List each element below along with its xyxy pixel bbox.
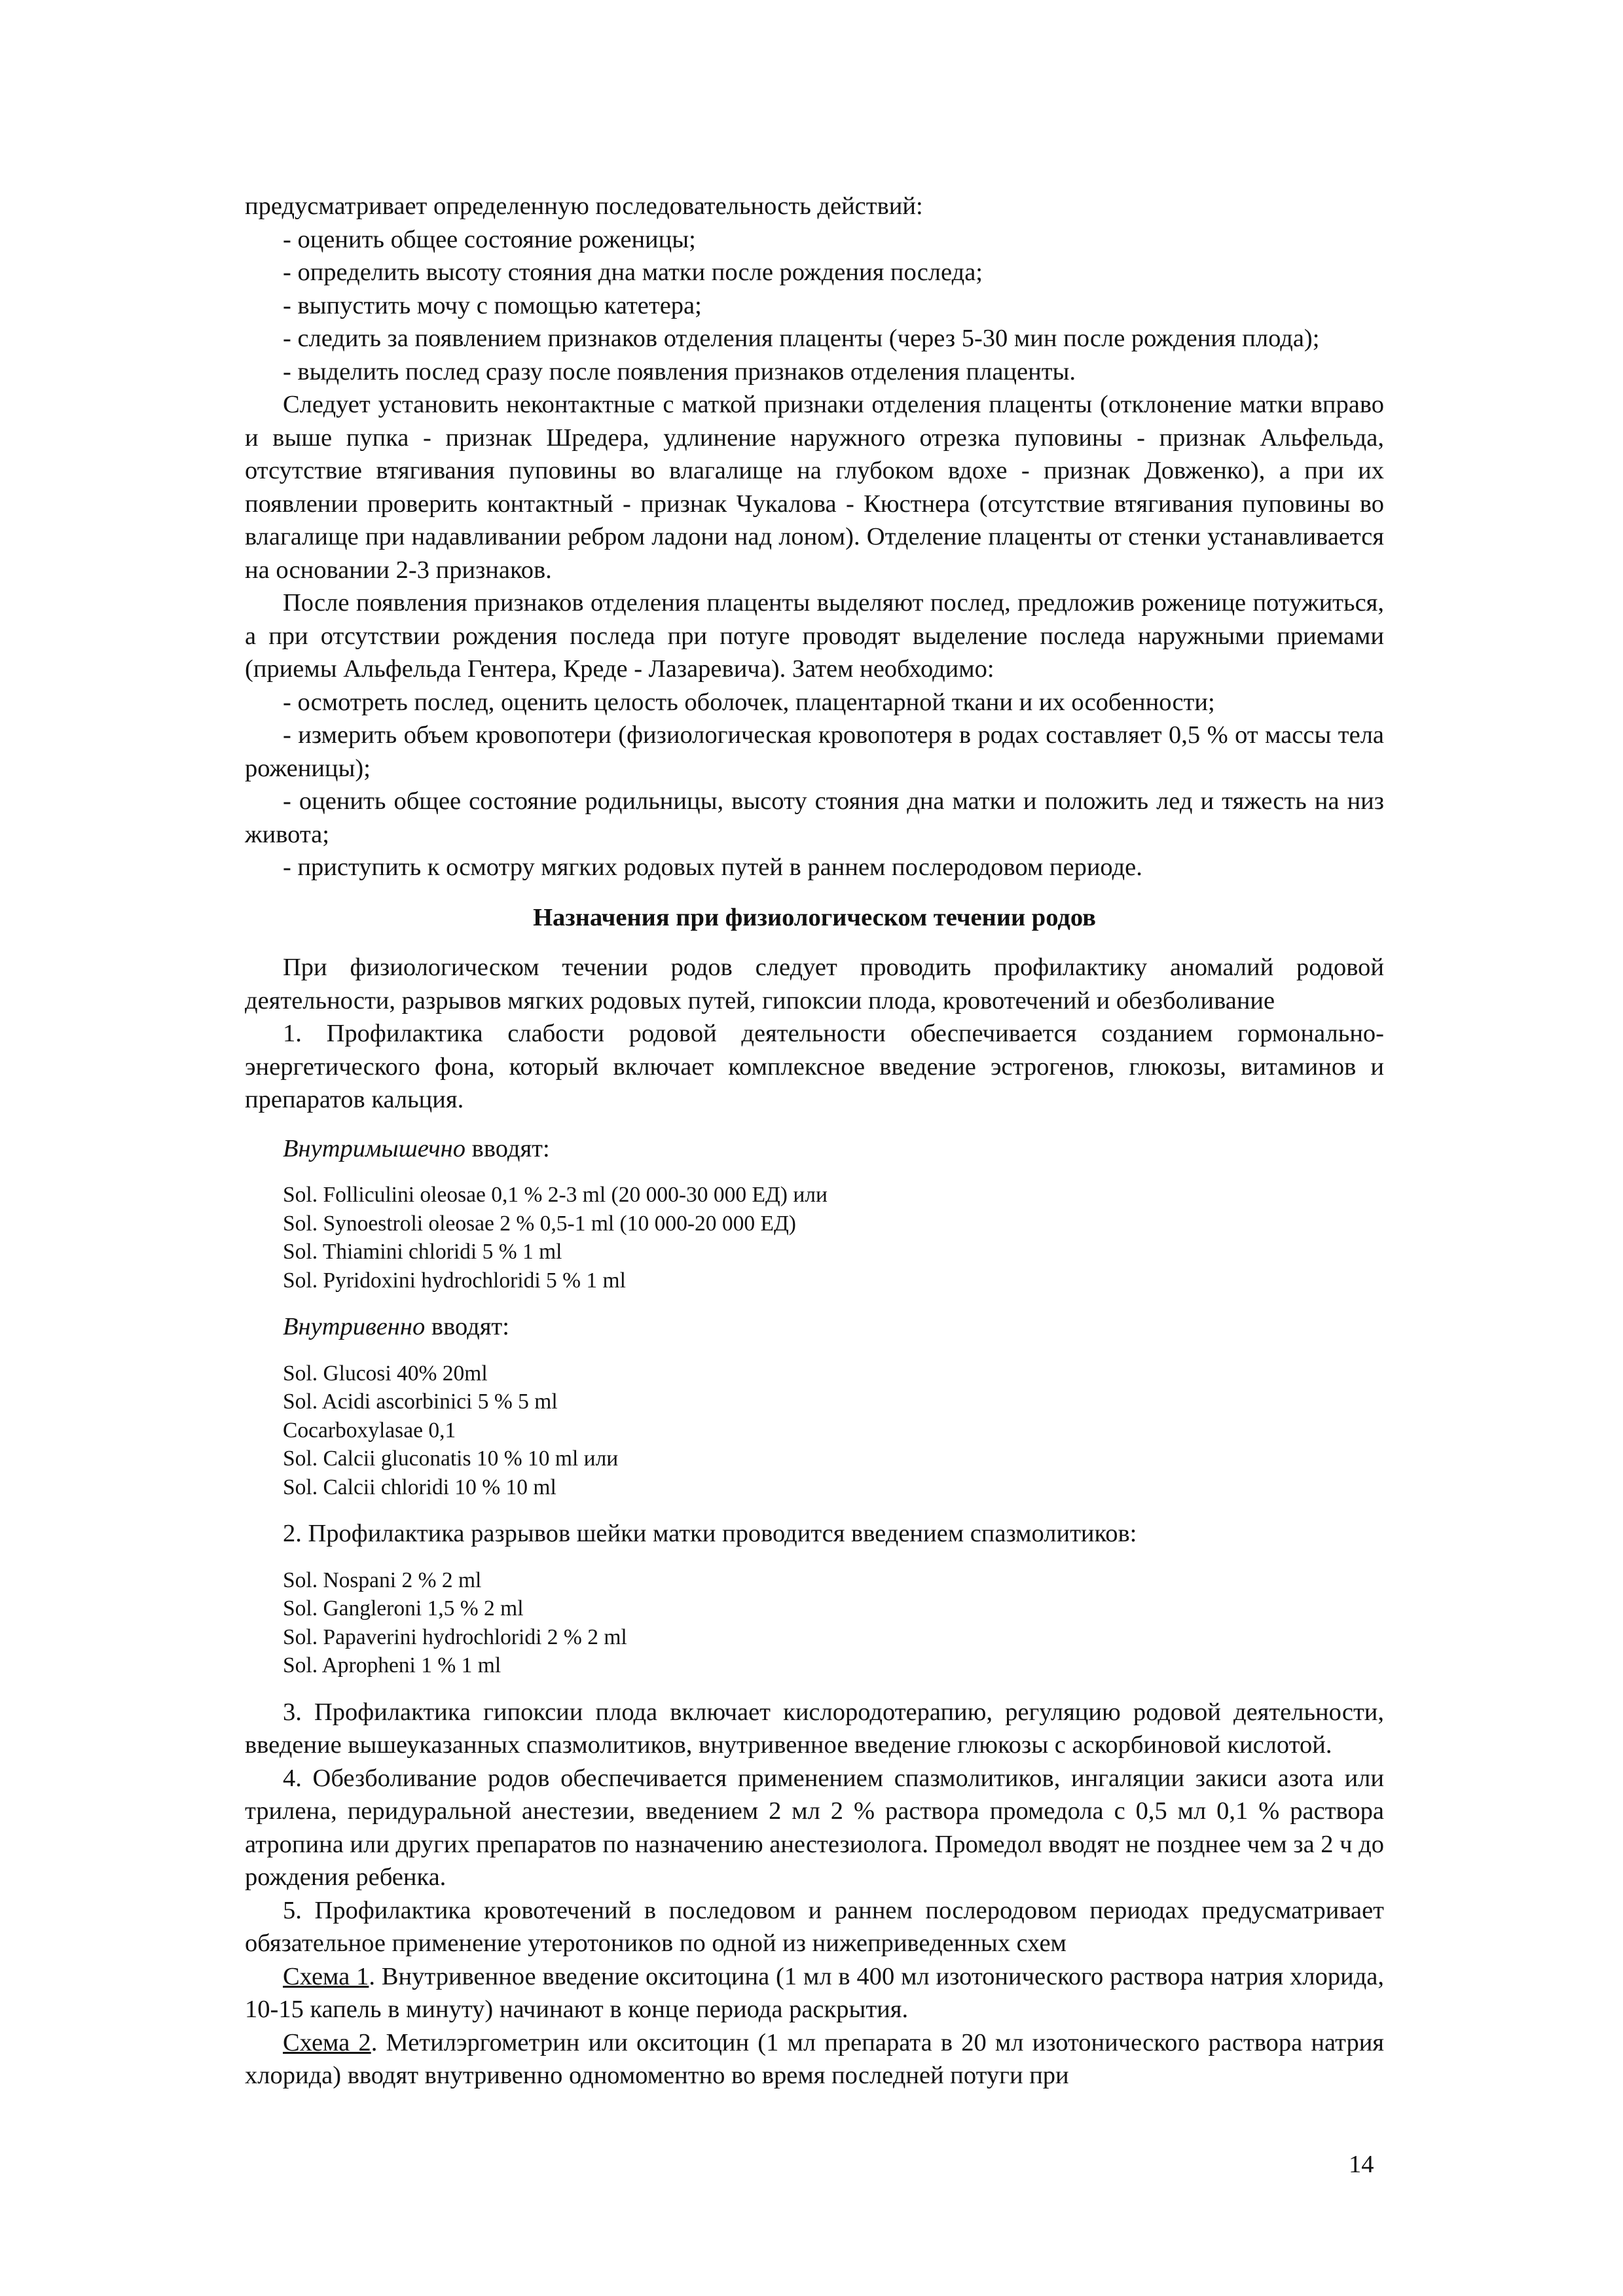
intro-step: - определить высоту стояния дна матки после рождения последа;	[283, 259, 983, 286]
intro-step: - выпустить мочу с помощью катетера;	[283, 291, 702, 319]
section-heading: Назначения при физиологическом течении родов	[533, 903, 1096, 931]
page-number: 14	[1349, 2151, 1374, 2178]
drug-line: Sol. Calcii chloridi 10 % 10 ml	[283, 1475, 556, 1499]
intramuscular-label-italic: Внутримышечно	[283, 1134, 466, 1162]
intravenous-label-italic: Внутривенно	[283, 1313, 426, 1340]
intramuscular-label-rest: вводят:	[465, 1134, 550, 1162]
item-4: 4. Обезболивание родов обеспечивается применением спазмолитиков, ингаляции закиси азота или трилена, перидуральной анестезии, введением 2 мл 2 % раствора промедола с 0,5 мл 0,1 % раствора атропина или других препаратов по назначению анестезиолога. Промедол вводят не позднее чем за 2 ч до рождения ребенка.	[245, 1764, 1384, 1891]
scheme-1-label: Схема 1	[283, 1962, 369, 1990]
drug-line: Sol. Acidi ascorbinici 5 % 5 ml	[283, 1390, 558, 1414]
drug-line: Sol. Thiamini chloridi 5 % 1 ml	[283, 1240, 562, 1264]
intravenous-label-rest: вводят:	[425, 1313, 509, 1340]
after-step: - приступить к осмотру мягких родовых путей в раннем послеродовом периоде.	[283, 853, 1142, 881]
drug-line: Sol. Calcii gluconatis 10 % 10 ml или	[283, 1446, 619, 1471]
scheme-2	[245, 2026, 1384, 2092]
drug-line: Sol. Gangleroni 1,5 % 2 ml	[283, 1596, 524, 1621]
drug-line: Sol. Synoestroli oleosae 2 % 0,5-1 ml (10 000-20 000 ЕД)	[283, 1211, 796, 1236]
after-step: - осмотреть послед, оценить целость оболочек, плацентарной ткани и их особенности;	[283, 688, 1215, 716]
drug-line: Sol. Pyridoxini hydrochloridi 5 % 1 ml	[283, 1268, 626, 1293]
after-step: - измерить объем кровопотери (физиологическая кровопотеря в родах составляет 0,5 % от массы тела роженицы);	[245, 721, 1384, 782]
item-1: 1. Профилактика слабости родовой деятельности обеспечивается созданием гормонально-энергетического фона, который включает комплексное введение эстрогенов, глюкозы, витаминов и препаратов кальция.	[245, 1020, 1384, 1113]
scheme-2-text: . Метилэргометрин или окситоцин (1 мл препарата в 20 мл изотонического раствора натрия хлорида) вводят внутривенно одномоментно во время последней потуги при	[245, 2028, 1385, 2089]
intramuscular-label	[283, 1132, 1384, 1166]
drug-line: Sol. Apropheni 1 % 1 ml	[283, 1653, 501, 1677]
intravenous-label	[283, 1310, 1384, 1344]
intro-step: - выделить послед сразу после появления признаков отделения плаценты.	[283, 357, 1076, 386]
intro-step: - следить за появлением признаков отделения плаценты (через 5-30 мин после рождения плода);	[283, 325, 1320, 352]
drug-line: Sol. Glucosi 40% 20ml	[283, 1361, 488, 1386]
drug-line: Sol. Papaverini hydrochloridi 2 % 2 ml	[283, 1624, 627, 1649]
intro-lead: предусматривает определенную последовательность действий:	[245, 192, 923, 220]
spasmolytic-drug-list	[283, 1566, 1384, 1680]
drug-line: Cocarboxylasae 0,1	[283, 1418, 456, 1443]
placenta-signs-paragraph: Следует установить неконтактные с маткой признаки отделения плаценты (отклонение матки вправо и выше пупка - признак Шредера, удлинение наружного отрезка пуповины - признак Альфельда, отсутствие втягивания пуповины во влагалище на глубоком вдохе - признак Довженко), а при их появлении проверить контактный - признак Чукалова - Кюстнера (отсутствие втягивания пуповины во влагалище при надавливании ребром ладони над лоном). Отделение плаценты от стенки устанавливается на основании 2-3 признаков.	[245, 391, 1384, 584]
scheme-1-text: . Внутривенное введение окситоцина (1 мл в 400 мл изотонического раствора натрия хлорида, 10-15 капель в минуту) начинают в конце периода раскрытия.	[245, 1962, 1384, 2023]
intramuscular-drug-list	[283, 1181, 1384, 1295]
item-2: 2. Профилактика разрывов шейки матки проводится введением спазмолитиков:	[283, 1520, 1137, 1547]
after-step: - оценить общее состояние родильницы, высоту стояния дна матки и положить лед и тяжесть на низ живота;	[245, 787, 1384, 848]
document-page	[245, 190, 1384, 2092]
afterbirth-paragraph: После появления признаков отделения плаценты выделяют послед, предложив роженице потужиться, а при отсутствии рождения последа при потуге проводят выделение последа наружными приемами (приемы Альфельда Гентера, Креде - Лазаревича). Затем необходимо:	[245, 589, 1384, 683]
scheme-2-label: Схема 2	[283, 2028, 371, 2056]
item-3: 3. Профилактика гипоксии плода включает кислородотерапию, регуляцию родовой деятельности, введение вышеуказанных спазмолитиков, внутривенное введение глюкозы с аскорбиновой кислотой.	[245, 1698, 1384, 1759]
drug-line: Sol. Folliculini oleosae 0,1 % 2-3 ml (20 000-30 000 ЕД) или	[283, 1183, 828, 1207]
section-intro: При физиологическом течении родов следует проводить профилактику аномалий родовой деятельности, разрывов мягких родовых путей, гипоксии плода, кровотечений и обезболивание	[245, 954, 1384, 1014]
item-5: 5. Профилактика кровотечений в последовом и раннем послеродовом периодах предусматривает обязательное применение утеротоников по одной из нижеприведенных схем	[245, 1896, 1384, 1957]
drug-line: Sol. Nospani 2 % 2 ml	[283, 1568, 482, 1592]
intro-step: - оценить общее состояние роженицы;	[283, 225, 696, 253]
intravenous-drug-list	[283, 1359, 1384, 1502]
scheme-1	[245, 1960, 1384, 2026]
